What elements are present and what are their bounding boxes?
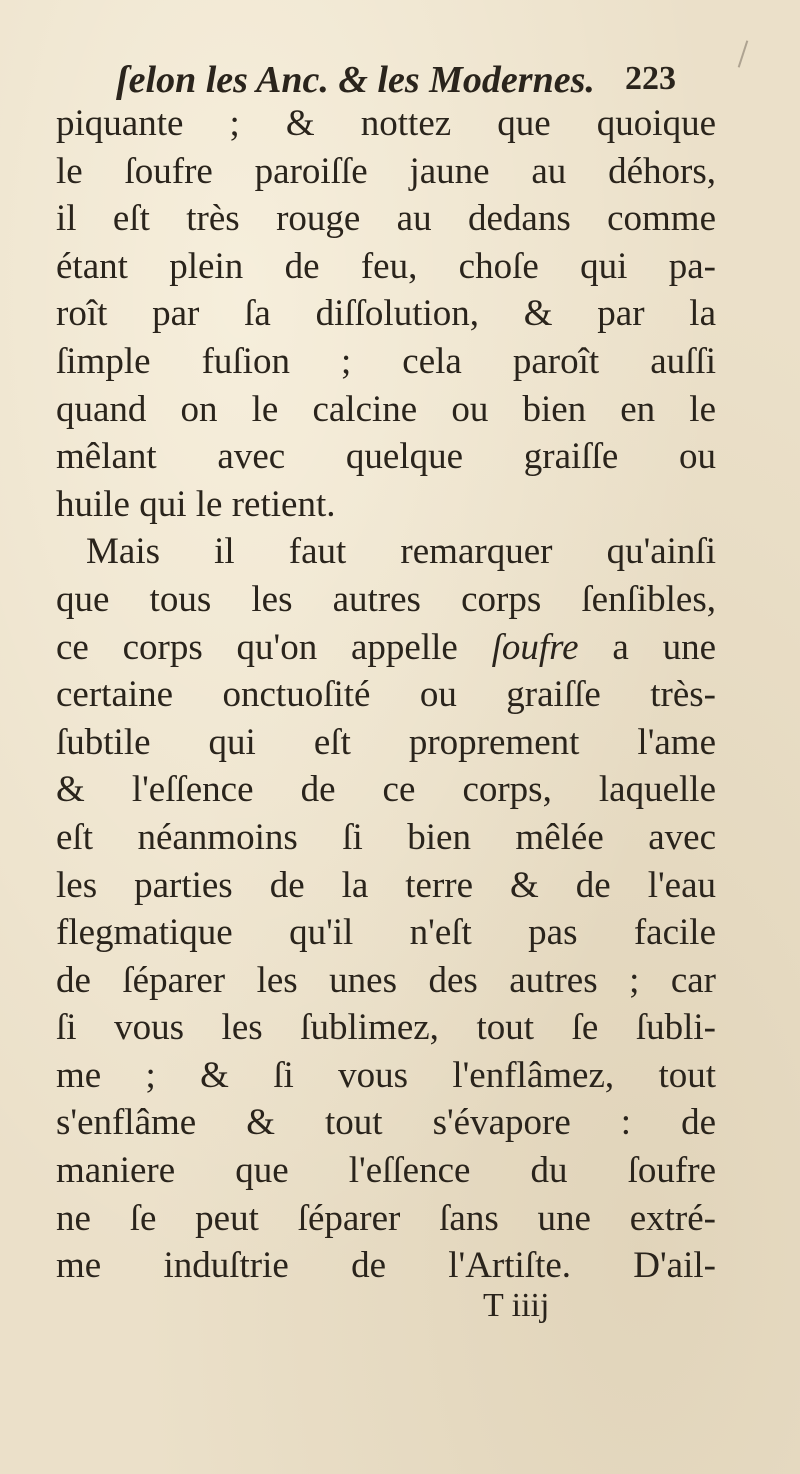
text-line: eſt néanmoins ſi bien mêlée avec	[56, 816, 716, 858]
text-line: ſi vous les ſublimez, tout ſe ſubli-	[56, 1007, 716, 1049]
text-line: & l'eſſence de ce corps, laquelle	[56, 769, 716, 811]
text-line: ce corps qu'on appelle ſoufre a une	[56, 626, 716, 668]
italic-term: ſoufre	[491, 626, 579, 668]
text-line: mêlant avec quelque graiſſe ou	[56, 436, 716, 478]
text-line: les parties de la terre & de l'eau	[56, 864, 716, 906]
body-text	[56, 100, 716, 1290]
text-line: huile qui le retient.	[56, 483, 336, 525]
text-line: de ſéparer les unes des autres ; car	[56, 959, 716, 1001]
text-line: certaine onctuoſité ou graiſſe très-	[56, 674, 716, 716]
text-line: roît par ſa diſſolution, & par la	[56, 293, 716, 335]
text-line: étant plein de feu, choſe qui pa-	[56, 245, 716, 287]
text-line: ſimple fuſion ; cela paroît auſſi	[56, 340, 716, 382]
page-number: 223	[625, 60, 676, 97]
text-line: Mais il faut remarquer qu'ainſi	[86, 531, 716, 573]
text-line: il eſt très rouge au dedans comme	[56, 198, 716, 240]
text-line: que tous les autres corps ſenſibles,	[56, 578, 716, 620]
text-line: me induſtrie de l'Artiſte. D'ail-	[56, 1245, 716, 1287]
running-head: ſelon les Anc. & les Modernes.	[116, 59, 595, 101]
page-edge-mark	[738, 40, 749, 67]
signature-mark: T iiij	[483, 1287, 550, 1324]
text-line: le ſoufre paroiſſe jaune au déhors,	[56, 150, 716, 192]
text-line: maniere que l'eſſence du ſoufre	[56, 1150, 716, 1192]
text-line: flegmatique qu'il n'eſt pas facile	[56, 912, 716, 954]
text-line: ſubtile qui eſt proprement l'ame	[56, 721, 716, 763]
page-header	[116, 58, 676, 106]
text-line: ne ſe peut ſéparer ſans une extré-	[56, 1197, 716, 1239]
text-line: me ; & ſi vous l'enflâmez, tout	[56, 1054, 716, 1096]
text-line: s'enflâme & tout s'évapore : de	[56, 1102, 716, 1144]
text-line: quand on le calcine ou bien en le	[56, 388, 716, 430]
text-line: piquante ; & nottez que quoique	[56, 103, 716, 144]
